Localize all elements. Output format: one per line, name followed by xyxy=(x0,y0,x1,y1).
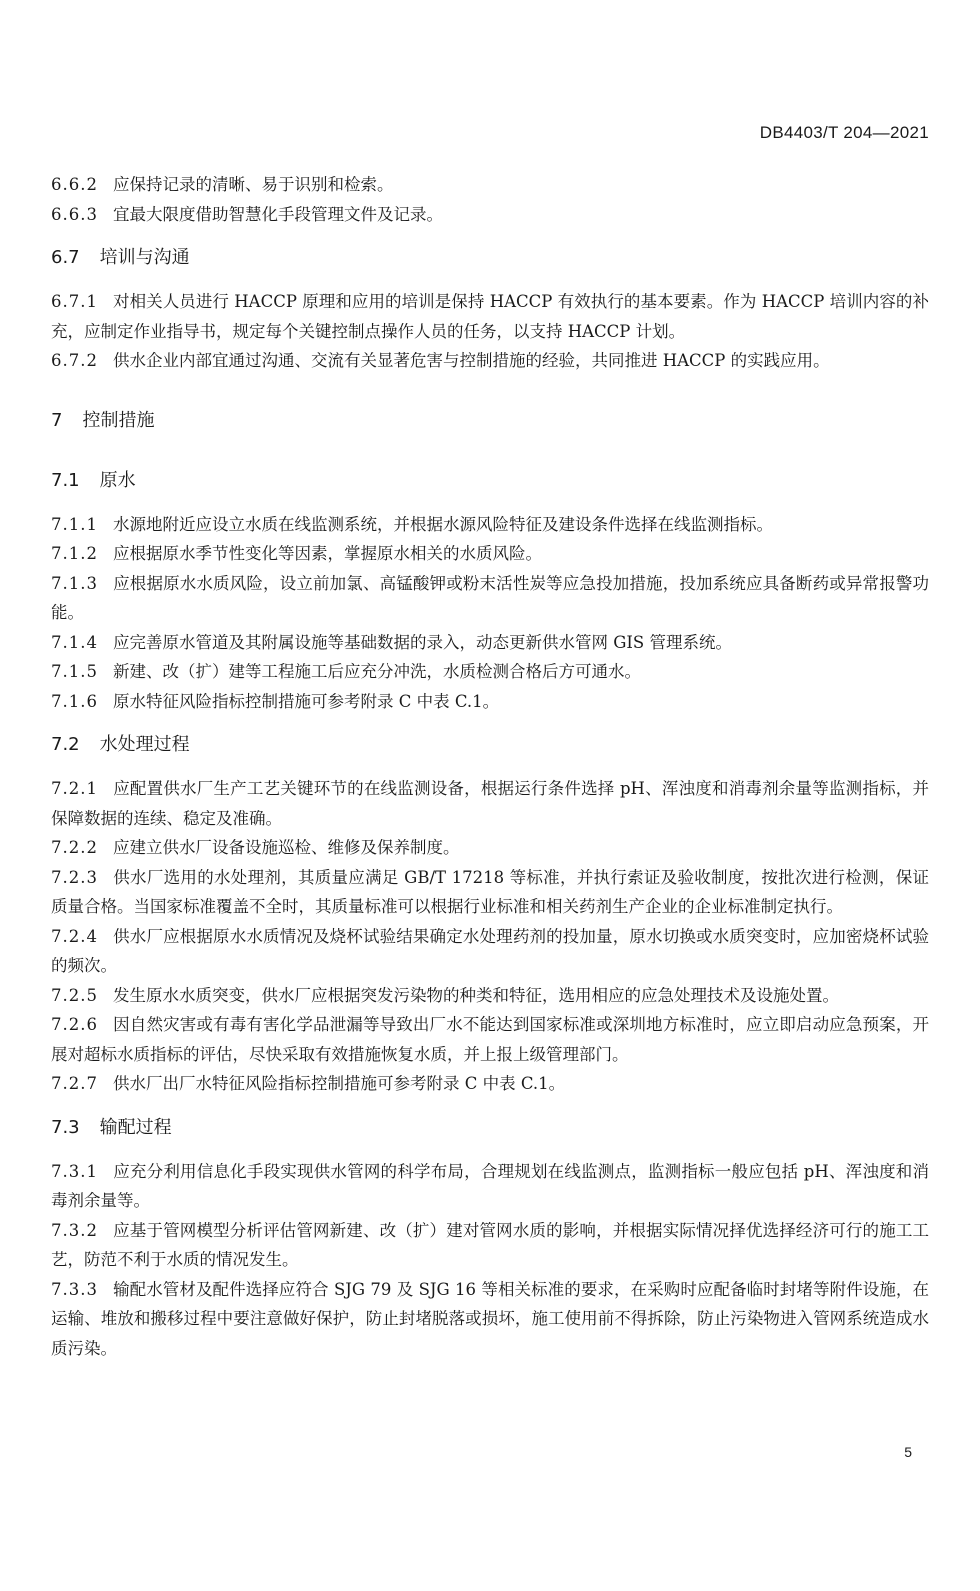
clause-6-6-3 xyxy=(51,200,929,230)
clause-text: 应根据原水水质风险，设立前加氯、高锰酸钾或粉末活性炭等应急投加措施，投加系统应具备断药或异常报警功能。 xyxy=(51,573,929,622)
clause-number: 7.2.5 xyxy=(51,985,98,1005)
clause-text: 新建、改（扩）建等工程施工后应充分冲洗，水质检测合格后方可通水。 xyxy=(112,662,641,681)
clause-text: 供水厂选用的水处理剂，其质量应满足 GB/T 17218 等标准，并执行索证及验收制度，按批次进行检测，保证质量合格。当国家标准覆盖不全时，其质量标准可以根据行业标准和相关药剂生产企业的企业标准制定执行。 xyxy=(51,867,929,916)
clause-number: 7.1.3 xyxy=(51,573,98,593)
clause-7-2-7 xyxy=(51,1069,929,1099)
clause-text: 输配水管材及配件选择应符合 SJG 79 及 SJG 16 等相关标准的要求，在采购时应配备临时封堵等附件设施，在运输、堆放和搬移过程中要注意做好保护，防止封堵脱落或损坏，施工使用前不得拆除，防止污染物进入管网系统造成水质污染。 xyxy=(51,1279,929,1358)
clause-6-6-2 xyxy=(51,170,929,200)
heading-number: 6.7 xyxy=(51,247,80,268)
clause-text: 应配置供水厂生产工艺关键环节的在线监测设备，根据运行条件选择 pH、浑浊度和消毒剂余量等监测指标，并保障数据的连续、稳定及准确。 xyxy=(51,779,929,828)
heading-text: 控制措施 xyxy=(82,409,155,431)
clause-number: 6.6.3 xyxy=(51,204,98,224)
heading-text: 原水 xyxy=(99,469,136,491)
clause-text: 水源地附近应设立水质在线监测系统，并根据水源风险特征及建设条件选择在线监测指标。 xyxy=(112,514,773,534)
heading-text: 输配过程 xyxy=(99,1116,172,1138)
document-code: DB4403/T 204—2021 xyxy=(759,123,929,142)
clause-7-1-3 xyxy=(51,569,929,628)
clause-7-3-2 xyxy=(51,1216,929,1275)
heading-text: 水处理过程 xyxy=(99,734,190,755)
clause-text: 对相关人员进行 HACCP 原理和应用的培训是保持 HACCP 有效执行的基本要素。作为 HACCP 培训内容的补充，应制定作业指导书，规定每个关键控制点操作人员的任务，以支持 HACCP 计划。 xyxy=(51,292,929,341)
clause-7-2-3 xyxy=(51,863,929,922)
heading-number: 7 xyxy=(51,409,63,431)
clause-number: 7.3.2 xyxy=(51,1220,98,1240)
clause-text: 应完善原水管道及其附属设施等基础数据的录入，动态更新供水管网 GIS 管理系统。 xyxy=(112,632,732,652)
clause-text: 供水厂应根据原水水质情况及烧杯试验结果确定水处理药剂的投加量，原水切换或水质突变时，应加密烧杯试验的频次。 xyxy=(51,926,929,975)
document-body xyxy=(51,170,929,1363)
clause-7-2-6 xyxy=(51,1010,929,1069)
clause-number: 6.6.2 xyxy=(51,175,98,194)
clause-text: 发生原水水质突变，供水厂应根据突发污染物的种类和特征，选用相应的应急处理技术及设施处置。 xyxy=(112,985,839,1005)
clause-number: 7.2.4 xyxy=(51,926,98,946)
chapter-heading-7 xyxy=(51,406,929,436)
heading-text: 培训与沟通 xyxy=(99,247,190,268)
clause-number: 7.3.1 xyxy=(51,1161,98,1181)
clause-6-7-1 xyxy=(51,287,929,346)
section-heading-7-3 xyxy=(51,1113,929,1143)
clause-number: 7.1.2 xyxy=(51,544,98,563)
clause-7-1-4 xyxy=(51,628,929,658)
clause-7-1-1 xyxy=(51,510,929,540)
clause-number: 6.7.2 xyxy=(51,351,98,370)
clause-text: 因自然灾害或有毒有害化学品泄漏等导致出厂水不能达到国家标准或深圳地方标准时，应立即启动应急预案，开展对超标水质指标的评估，尽快采取有效措施恢复水质，并上报上级管理部门。 xyxy=(51,1015,929,1064)
clause-number: 7.2.6 xyxy=(51,1015,98,1034)
clause-7-1-6 xyxy=(51,687,929,717)
clause-text: 应保持记录的清晰、易于识别和检索。 xyxy=(112,175,394,194)
clause-number: 7.3.3 xyxy=(51,1279,98,1299)
clause-7-2-1 xyxy=(51,774,929,833)
clause-7-2-2 xyxy=(51,833,929,863)
clause-number: 7.2.7 xyxy=(51,1074,98,1093)
clause-7-3-3 xyxy=(51,1275,929,1364)
clause-6-7-2 xyxy=(51,346,929,376)
section-heading-7-1 xyxy=(51,466,929,496)
clause-text: 供水厂出厂水特征风险指标控制措施可参考附录 C 中表 C.1。 xyxy=(112,1074,566,1093)
heading-number: 7.2 xyxy=(51,734,80,755)
clause-number: 7.1.4 xyxy=(51,632,98,652)
page-number: 5 xyxy=(904,1444,912,1460)
clause-number: 7.2.1 xyxy=(51,779,98,798)
clause-text: 应根据原水季节性变化等因素，掌握原水相关的水质风险。 xyxy=(112,544,542,563)
section-heading-6-7 xyxy=(51,243,929,273)
clause-number: 7.2.2 xyxy=(51,838,98,857)
clause-number: 7.1.6 xyxy=(51,691,98,711)
heading-number: 7.3 xyxy=(51,1116,80,1138)
clause-7-2-4 xyxy=(51,922,929,981)
clause-number: 6.7.1 xyxy=(51,292,98,311)
clause-7-1-5 xyxy=(51,657,929,687)
clause-number: 7.1.1 xyxy=(51,514,98,534)
clause-7-3-1 xyxy=(51,1157,929,1216)
clause-text: 应基于管网模型分析评估管网新建、改（扩）建对管网水质的影响，并根据实际情况择优选择经济可行的施工工艺，防范不利于水质的情况发生。 xyxy=(51,1220,929,1269)
clause-number: 7.1.5 xyxy=(51,662,98,681)
clause-text: 宜最大限度借助智慧化手段管理文件及记录。 xyxy=(112,204,443,224)
clause-number: 7.2.3 xyxy=(51,867,98,887)
clause-7-2-5 xyxy=(51,981,929,1011)
clause-text: 供水企业内部宜通过沟通、交流有关显著危害与控制措施的经验，共同推进 HACCP 的实践应用。 xyxy=(112,351,830,370)
clause-text: 应充分利用信息化手段实现供水管网的科学布局，合理规划在线监测点，监测指标一般应包括 pH、浑浊度和消毒剂余量等。 xyxy=(51,1161,929,1210)
section-heading-7-2 xyxy=(51,730,929,760)
heading-number: 7.1 xyxy=(51,469,80,491)
clause-7-1-2 xyxy=(51,539,929,569)
clause-text: 原水特征风险指标控制措施可参考附录 C 中表 C.1。 xyxy=(112,691,500,711)
clause-text: 应建立供水厂设备设施巡检、维修及保养制度。 xyxy=(112,838,460,857)
